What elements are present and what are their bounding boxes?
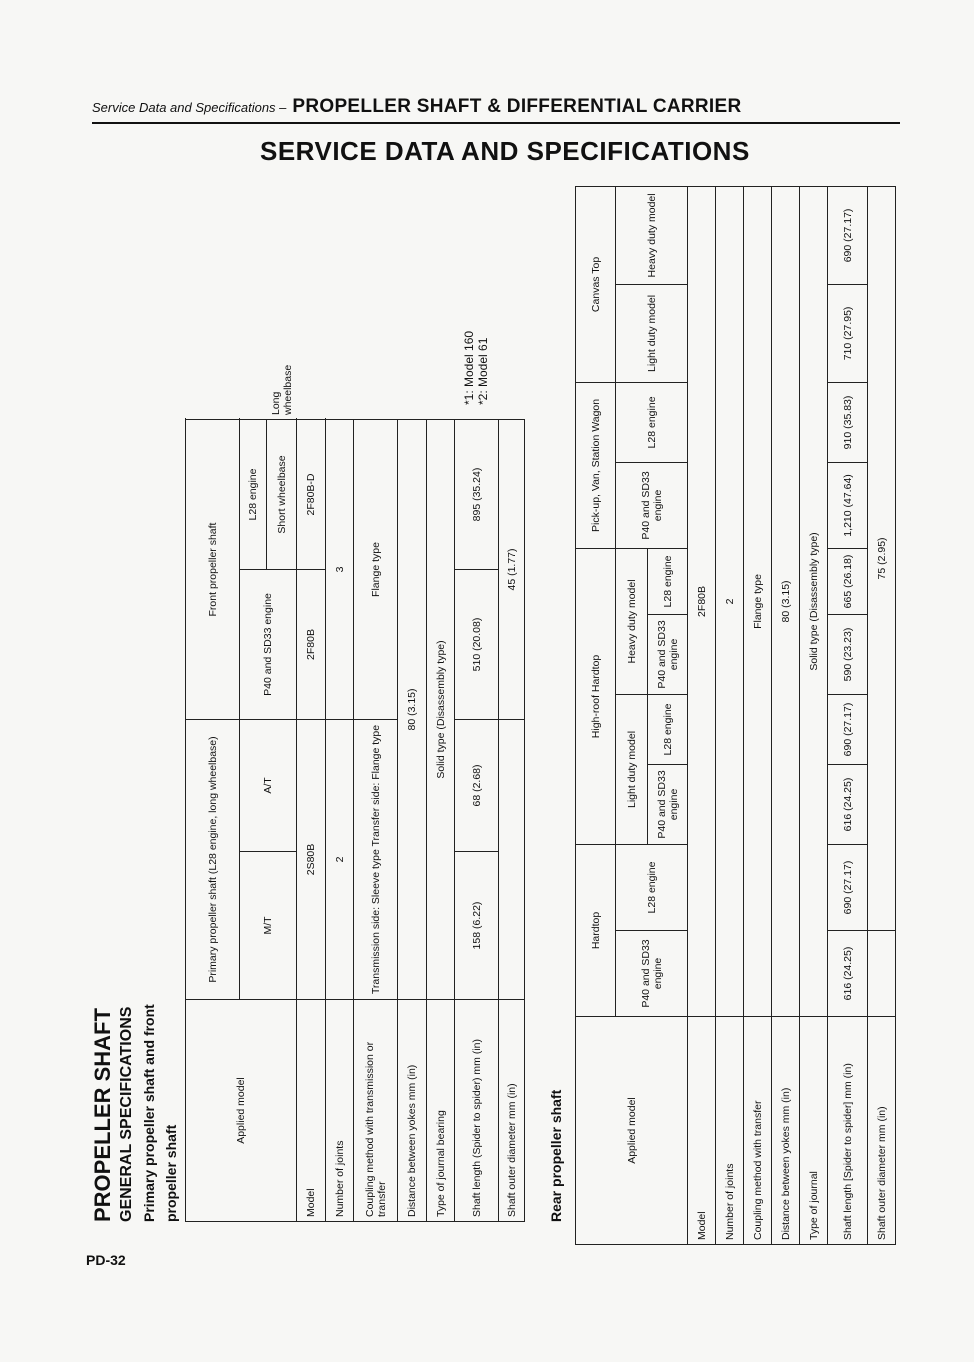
primary-front-rows xyxy=(325,420,525,1222)
section-titles xyxy=(90,982,182,1222)
rear-hv-p40: P40 and SD33 engine xyxy=(648,614,688,694)
rear-coupling-value: Flange type xyxy=(744,186,772,1016)
rear-len-4: 590 (23.23) xyxy=(828,614,868,694)
rear-row-diameter xyxy=(868,1017,896,1245)
rear-shaft-table xyxy=(575,186,896,1245)
rear-distance-label: Distance between yokes xyxy=(779,1126,792,1240)
rear-len-3: 690 (27.17) xyxy=(828,694,868,764)
length-at: 68 (2.68) xyxy=(455,720,499,852)
rear-lt-l28: L28 engine xyxy=(648,694,688,764)
rear-len-1: 690 (27.17) xyxy=(828,844,868,930)
short-wb-header: Short wheelbase xyxy=(267,420,297,570)
rear-distance-unit: mm (in) xyxy=(779,1087,792,1124)
bearing-value: Solid type (Disassembly type) xyxy=(427,420,455,1000)
row-model: Model xyxy=(297,1000,326,1222)
rear-length-unit: mm (in) xyxy=(841,1063,854,1099)
section-title: PROPELLER SHAFT xyxy=(90,1008,115,1222)
rear-highroof: High-roof Hardtop xyxy=(576,548,616,844)
row-bearing: Type of journal bearing xyxy=(427,1000,455,1222)
page-heading: SERVICE DATA AND SPECIFICATIONS xyxy=(260,136,750,166)
running-header xyxy=(92,96,900,124)
distance-value: 80 (3.15) xyxy=(398,420,427,1000)
at-header: A/T xyxy=(240,720,297,852)
rear-hv-l28: L28 engine xyxy=(648,548,688,614)
row-joints: Number of joints xyxy=(326,1000,354,1222)
rear-len-9: 690 (27.17) xyxy=(828,186,868,284)
rear-diameter-unit: mm (in) xyxy=(875,1106,888,1142)
rear-hardtop: Hardtop xyxy=(576,844,616,1016)
p40-header: P40 and SD33 engine xyxy=(240,570,297,720)
rear-model-value: 2F80B xyxy=(688,186,716,1016)
rear-diameter-blank xyxy=(868,931,896,1017)
header-section: Service Data and Specifications – xyxy=(92,100,287,115)
rear-distance-value: 80 (3.15) xyxy=(772,186,800,1016)
rear-shaft-title: Rear propeller shaft xyxy=(548,1089,564,1222)
primary-shaft-header: Primary propeller shaft (L28 engine, long wheelbase) xyxy=(186,720,240,1000)
rear-light-duty: Light duty model xyxy=(616,694,648,844)
rear-len-7: 910 (35.83) xyxy=(828,382,868,462)
applied-model-header: Applied model xyxy=(186,1000,297,1222)
rear-row-journal: Type of journal xyxy=(800,1017,828,1245)
rear-row-joints: Number of joints xyxy=(716,1017,744,1245)
rear-row-length xyxy=(828,1017,868,1245)
model-front-l28: 2F80B-D xyxy=(297,420,326,570)
rear-c-light: Light duty model xyxy=(616,284,688,382)
rear-h-p40: P40 and SD33 engine xyxy=(616,931,688,1017)
primary-front-body xyxy=(296,419,326,1222)
rear-len-0: 616 (24.25) xyxy=(828,931,868,1017)
rear-heavy-duty: Heavy duty model xyxy=(616,548,648,694)
rear-len-2: 616 (24.25) xyxy=(828,764,868,844)
note-1: *1: Model 160 xyxy=(462,330,476,405)
rows-table xyxy=(325,419,525,1222)
rear-applied-model: Applied model xyxy=(576,1017,688,1245)
rear-pu-p40: P40 and SD33 engine xyxy=(616,462,688,548)
table-title: Primary propeller shaft and front propeller shaft xyxy=(141,1004,179,1222)
joints-front: 3 xyxy=(326,420,354,720)
footnotes xyxy=(462,331,490,405)
l28-header: L28 engine xyxy=(240,420,267,570)
length-mt: 158 (6.22) xyxy=(455,852,499,1000)
rear-journal-value: Solid type (Disassembly type) xyxy=(800,186,828,1016)
front-shaft-header: Front propeller shaft xyxy=(186,420,240,720)
row-length: Shaft length (Spider to spider) mm (in) xyxy=(455,1000,499,1222)
rear-canvas: Canvas Top xyxy=(576,186,616,382)
length-long: 895 (35.24) xyxy=(455,420,499,570)
rear-len-5: 665 (26.18) xyxy=(828,548,868,614)
section-subtitle: GENERAL SPECIFICATIONS xyxy=(118,1006,135,1222)
diameter-blank xyxy=(499,720,525,1000)
rear-lt-p40: P40 and SD33 engine xyxy=(648,764,688,844)
rear-pu-l28: L28 engine xyxy=(616,382,688,462)
rear-len-6: 1,210 (47.64) xyxy=(828,462,868,548)
joints-primary: 2 xyxy=(326,720,354,1000)
primary-front-table: Applied model Primary propeller shaft (L28 engine, long wheelbase) Front propeller shaft M/T A/T P40 and SD33 engine L28 engine Short wheelbase Long wheelbase xyxy=(185,419,297,1222)
rear-h-l28: L28 engine xyxy=(616,844,688,930)
rear-row-coupling: Coupling method with transfer xyxy=(744,1017,772,1245)
mt-header: M/T xyxy=(240,852,297,1000)
length-short: 510 (20.08) xyxy=(455,570,499,720)
diameter-value: 45 (1.77) xyxy=(499,420,525,720)
coupling-primary: Transmission side: Sleeve type Transfer side: Flange type xyxy=(354,720,398,1000)
rear-diameter-label: Shaft outer diameter xyxy=(875,1144,888,1240)
row-coupling: Coupling method with transmission or transfer xyxy=(354,1000,398,1222)
row-distance: Distance between yokes mm (in) xyxy=(398,1000,427,1222)
rear-len-8: 710 (27.95) xyxy=(828,284,868,382)
rear-row-distance xyxy=(772,1017,800,1245)
rear-length-label: Shaft length [Spider to spider] xyxy=(841,1101,854,1240)
page-number: PD-32 xyxy=(86,1252,126,1268)
rear-pickup: Pick-up, Van, Station Wagon xyxy=(576,382,616,548)
note-2: *2: Model 61 xyxy=(476,337,490,405)
model-front-p40: 2F80B xyxy=(297,570,326,720)
rear-diameter-value: 75 (2.95) xyxy=(868,186,896,930)
row-diameter: Shaft outer diameter mm (in) xyxy=(499,1000,525,1222)
header-title: PROPELLER SHAFT & DIFFERENTIAL CARRIER xyxy=(292,96,742,117)
coupling-front: Flange type xyxy=(354,420,398,720)
rear-c-heavy: Heavy duty model xyxy=(616,186,688,284)
model-primary: 2S80B xyxy=(297,720,326,1000)
rear-joints-value: 2 xyxy=(716,186,744,1016)
rear-row-model: Model xyxy=(688,1017,716,1245)
